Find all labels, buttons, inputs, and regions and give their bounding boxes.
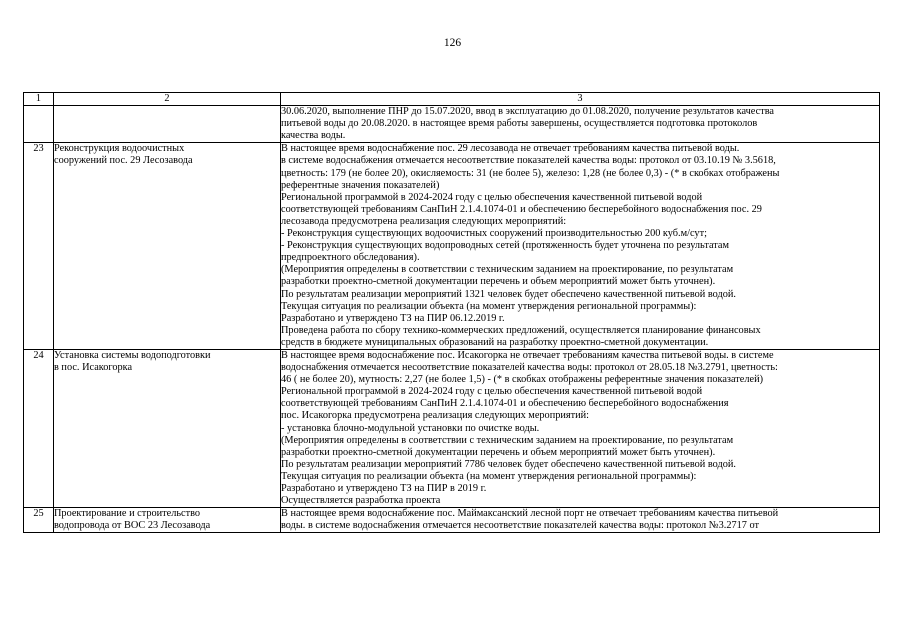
desc-line: разработки проектно-сметной документации перечень и объем мероприятий может быть уточнен). bbox=[281, 446, 716, 458]
measure-name-cell bbox=[54, 508, 281, 533]
column-header-1: 1 bbox=[24, 93, 54, 106]
measure-name-line: сооружений пос. 29 Лесозавода bbox=[54, 155, 193, 167]
desc-line: референтные значения показателей) bbox=[281, 179, 440, 191]
desc-line: в системе водоснабжения отмечается несоответствие показателей качества воды: протокол от 03.10.19 № 3.5618, bbox=[281, 155, 776, 167]
desc-line: пос. Исакогорка предусмотрена реализация следующих мероприятий: bbox=[281, 410, 589, 422]
table-row bbox=[24, 508, 880, 533]
measure-name-line: Установка системы водоподготовки bbox=[54, 349, 211, 361]
continuation-desc-cell bbox=[281, 106, 880, 143]
desc-line: Разработано и утверждено ТЗ на ПИР в 2019 г. bbox=[281, 483, 487, 494]
desc-line: лесозавода предусмотрена реализация следующих мероприятий: bbox=[281, 215, 567, 227]
measure-name-line: Проектирование и строительство bbox=[54, 508, 201, 520]
desc-line: (Мероприятия определены в соответствии с техническим заданием на проектирование, по результатам bbox=[281, 434, 734, 446]
row-number: 25 bbox=[24, 508, 54, 533]
desc-line: 46 ( не более 20), мутность: 2,27 (не более 1,5) - (* в скобках отображены референтные значения показателей) bbox=[281, 374, 764, 386]
measure-name-line: Реконструкция водоочистных bbox=[54, 143, 185, 155]
desc-line: В настоящее время водоснабжение пос. Маймаксанский лесной порт не отвечает требованиям качества питьевой bbox=[281, 508, 779, 520]
desc-line: качества воды. bbox=[281, 130, 346, 142]
desc-line: питьевой воды до 20.08.2020. в настоящее время работы завершены, осуществляется подготовка протоколов bbox=[281, 118, 758, 130]
desc-line: Региональной программой в 2024-2024 году с целью обеспечения качественной питьевой водой bbox=[281, 191, 703, 203]
desc-line: Текущая ситуация по реализации объекта (на момент утверждения региональной программы): bbox=[281, 300, 697, 312]
measure-description-cell bbox=[281, 508, 880, 533]
measure-description-cell bbox=[281, 349, 880, 507]
desc-line: воды. в системе водоснабжения отмечается несоответствие показателей качества воды: протокол №3.2717 от bbox=[281, 520, 759, 532]
desc-line: разработки проектно-сметной документации перечень и объем мероприятий может быть уточнен). bbox=[281, 276, 716, 288]
desc-line: - Реконструкция существующих водопроводных сетей (протяженность будет уточнена по результатам bbox=[281, 240, 729, 252]
desc-line: - Реконструкция существующих водоочистных сооружений производительностью 200 куб.м/сут; bbox=[281, 228, 707, 240]
measure-name-cell bbox=[54, 349, 281, 507]
table-row bbox=[24, 349, 880, 507]
desc-line: средств в бюджете муниципальных образований на разработку проектно-сметной документации. bbox=[281, 336, 709, 348]
continuation-row bbox=[24, 106, 880, 143]
table-row bbox=[24, 143, 880, 350]
desc-line: По результатам реализации мероприятий 7786 человек будет обеспечено качественной питьевой водой. bbox=[281, 458, 736, 470]
desc-line: - установка блочно-модульной установки по очистке воды. bbox=[281, 422, 540, 434]
desc-line: По результатам реализации мероприятий 1321 человек будет обеспечено качественной питьевой водой. bbox=[281, 288, 736, 300]
desc-line: Региональной программой в 2024-2024 году с целью обеспечения качественной питьевой водой bbox=[281, 386, 703, 398]
measure-name-line: водопровода от ВОС 23 Лесозавода bbox=[54, 520, 211, 532]
table-header-row bbox=[24, 93, 880, 106]
desc-line: Осуществляется разработка проекта bbox=[281, 495, 441, 507]
desc-line: (Мероприятия определены в соответствии с техническим заданием на проектирование, по результатам bbox=[281, 264, 734, 276]
desc-line: 30.06.2020, выполнение ПНР до 15.07.2020, ввод в эксплуатацию до 01.08.2020, получение результатов качества bbox=[281, 106, 774, 118]
measures-table bbox=[23, 92, 880, 533]
desc-line: Разработано и утверждено ТЗ на ПИР 06.12.2019 г. bbox=[281, 312, 505, 324]
desc-line: водоснабжения отмечается несоответствие показателей качества воды: протокол от 28.05.18 №3.2791, цветность: bbox=[281, 362, 778, 374]
measure-description-cell bbox=[281, 143, 880, 350]
continuation-name-cell bbox=[54, 106, 281, 143]
desc-line: Текущая ситуация по реализации объекта (на момент утверждения региональной программы): bbox=[281, 470, 697, 482]
desc-line: В настоящее время водоснабжение пос. 29 лесозавода не отвечает требованиям качества питьевой воды. bbox=[281, 143, 740, 155]
column-header-2: 2 bbox=[54, 93, 281, 106]
row-number: 23 bbox=[24, 143, 54, 350]
desc-line: соответствующей требованиям СанПиН 2.1.4.1074-01 и обеспечению бесперебойного водоснабжения bbox=[281, 398, 729, 410]
continuation-num-cell bbox=[24, 106, 54, 143]
desc-line: предпроектного обследования). bbox=[281, 252, 420, 264]
page-number: 126 bbox=[443, 37, 462, 49]
measure-name-line: в пос. Исакогорка bbox=[54, 362, 133, 374]
column-header-3: 3 bbox=[281, 93, 880, 106]
measure-name-cell bbox=[54, 143, 281, 350]
desc-line: соответствующей требованиям СанПиН 2.1.4.1074-01 и обеспечению бесперебойного водоснабжения пос. 29 bbox=[281, 203, 762, 215]
desc-line: Проведена работа по сбору технико-коммерческих предложений, осуществляется планирование финансовых bbox=[281, 324, 761, 336]
desc-line: В настоящее время водоснабжение пос. Исакогорка не отвечает требованиям качества питьевой воды. в системе bbox=[281, 349, 774, 361]
desc-line: цветность: 179 (не более 20), окисляемость: 31 (не более 5), железо: 1,28 (не более 0,3) - (* в скобках отображены bbox=[281, 167, 780, 179]
row-number: 24 bbox=[24, 349, 54, 507]
